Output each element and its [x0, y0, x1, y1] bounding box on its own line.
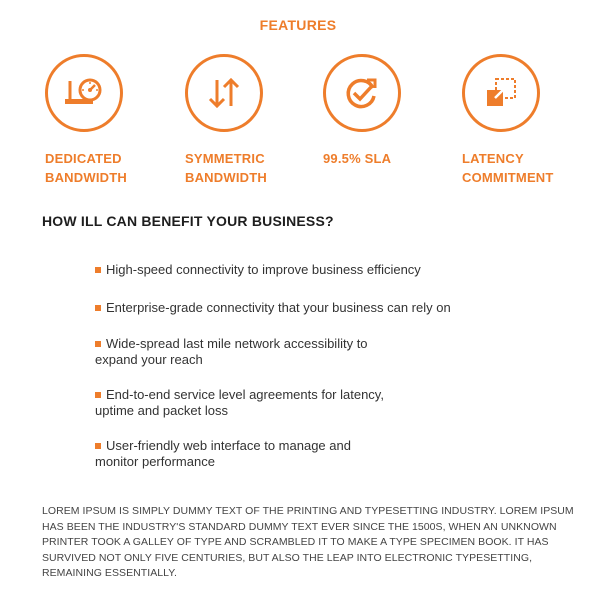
feature-label: SYMMETRIC BANDWIDTH — [185, 151, 267, 185]
refresh-check-icon — [343, 74, 381, 112]
bullet-icon — [95, 341, 101, 347]
feature-label: DEDICATED BANDWIDTH — [45, 151, 127, 185]
bullet-icon — [95, 392, 101, 398]
feature-circle — [45, 54, 123, 132]
lorem-paragraph: LOREM IPSUM IS SIMPLY DUMMY TEXT OF THE PRINTING AND TYPESETTING INDUSTRY. LOREM IPSUM HAS BEEN THE INDUSTRY'S STANDARD DUMMY TEXT EVER SINCE THE 1500S, WHEN AN UNKNOWN PRINTER TOOK A GALLEY OF TYPE AND SCRAMBLED IT TO MAKE A TYPE SPECIMEN BOOK. IT HAS SURVIVED NOT ONLY FIVE CENTURIES, BUT ALSO THE LEAP INTO ELECTRONIC TYPESETTING, REMAINING ESSENTIALLY. — [42, 505, 574, 579]
feature-dedicated-bandwidth — [45, 54, 175, 187]
feature-circle — [462, 54, 540, 132]
expand-box-icon — [484, 76, 518, 110]
feature-circle — [323, 54, 401, 132]
feature-symmetric-bandwidth — [185, 54, 315, 187]
list-item: Enterprise-grade connectivity that your business can rely on — [95, 300, 495, 316]
feature-circle — [185, 54, 263, 132]
bullet-icon — [95, 443, 101, 449]
feature-label: 99.5% SLA — [323, 151, 392, 166]
benefits-list — [95, 262, 495, 489]
bullet-icon — [95, 305, 101, 311]
benefits-heading: HOW ILL CAN BENEFIT YOUR BUSINESS? — [42, 213, 334, 229]
feature-label: LATENCY COMMITMENT — [462, 151, 554, 185]
list-item: End-to-end service level agreements for latency, uptime and packet loss — [95, 387, 384, 418]
list-item: User-friendly web interface to manage and monitor performance — [95, 438, 351, 469]
features-title: FEATURES — [259, 17, 337, 33]
feature-sla — [323, 54, 453, 168]
speedometer-laptop-icon — [64, 75, 104, 111]
up-down-arrows-icon — [207, 78, 241, 108]
bullet-icon — [95, 267, 101, 273]
list-item: Wide-spread last mile network accessibility to expand your reach — [95, 336, 368, 367]
list-item: High-speed connectivity to improve business efficiency — [95, 262, 495, 278]
feature-latency-commitment — [462, 54, 592, 187]
